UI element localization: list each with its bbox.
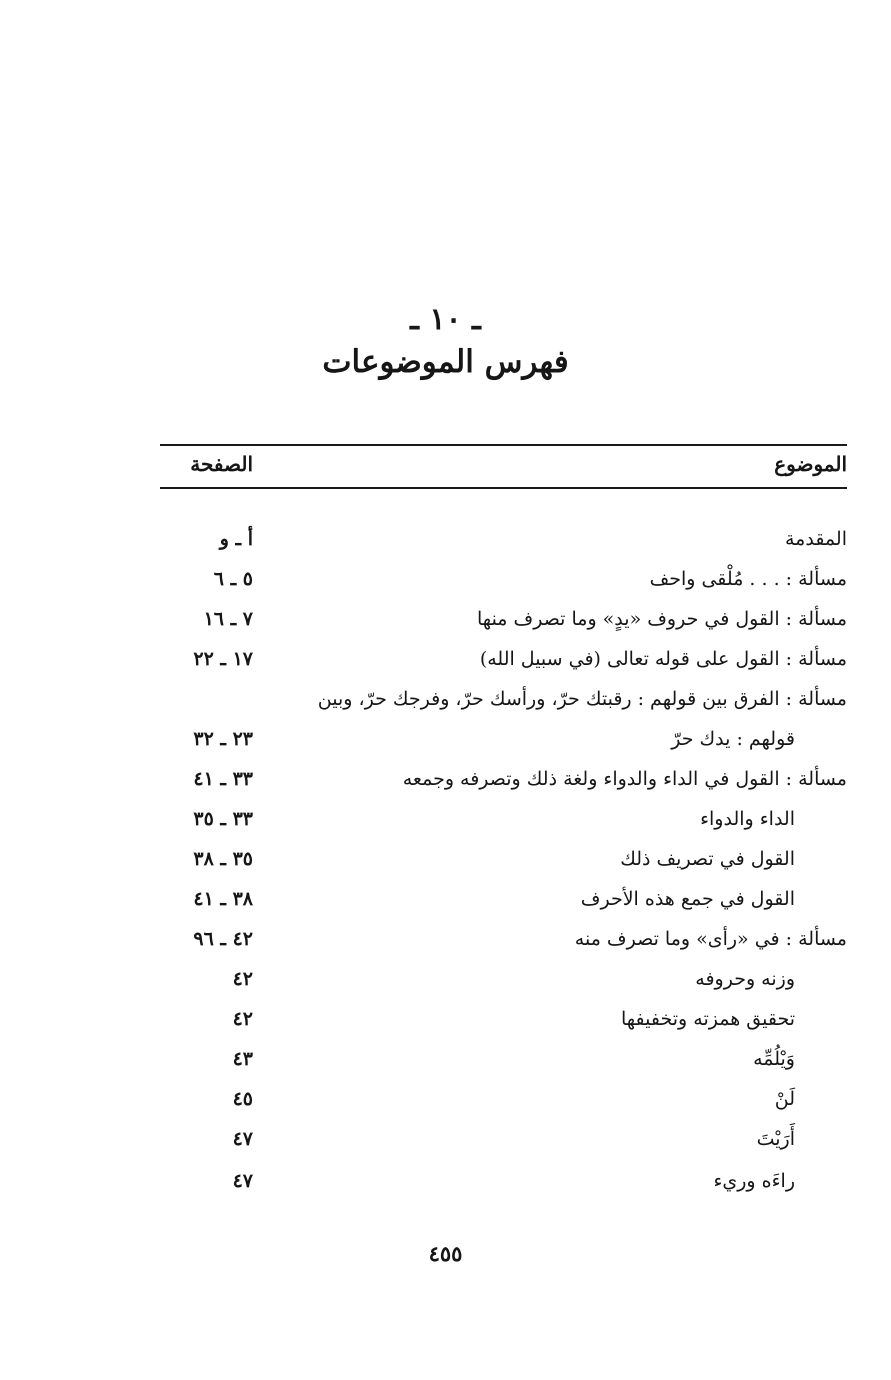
toc-pages: ٣٨ ـ ٤١	[193, 888, 253, 910]
toc-topic: مسألة : . . . مُلْقى واحف	[649, 568, 847, 590]
toc-topic: مسألة : في «رأى» وما تصرف منه	[574, 928, 847, 950]
toc-topic: مسألة : الفرق بين قولهم : رقبتك حرّ، ورأسك حرّ، وفرجك حرّ، وبين	[317, 688, 847, 710]
toc-topic: مسألة : القول على قوله تعالى (في سبيل الله)	[479, 648, 847, 670]
toc-row	[0, 999, 891, 1039]
toc-row	[0, 759, 891, 799]
toc-row	[0, 679, 891, 719]
toc-row	[0, 959, 891, 999]
toc-topic: مسألة : القول في الداء والدواء ولغة ذلك وتصرفه وجمعه	[402, 768, 847, 790]
toc-pages: ٢٣ ـ ٣٢	[193, 728, 253, 750]
toc-pages: ٤٢	[232, 968, 253, 990]
toc-row	[0, 599, 891, 639]
column-header-page: الصفحة	[190, 452, 253, 476]
toc-pages: ٤٢ ـ ٩٦	[193, 928, 253, 950]
header-bottom-rule	[160, 487, 847, 489]
toc-row	[0, 799, 891, 839]
toc-row	[0, 559, 891, 599]
toc-pages: ٣٣ ـ ٤١	[193, 768, 253, 790]
toc-topic: أَرَيْتَ	[756, 1128, 795, 1150]
toc-pages: ٤٣	[232, 1048, 253, 1070]
toc-row	[0, 639, 891, 679]
toc-topic: وَيْلُمِّه	[753, 1048, 795, 1070]
toc-pages: ٤٢	[232, 1008, 253, 1030]
toc-row	[0, 519, 891, 559]
toc-topic: وزنه وحروفه	[695, 968, 795, 990]
toc-pages: ٤٧	[232, 1170, 253, 1192]
toc-row	[0, 719, 891, 759]
header-top-rule	[160, 444, 847, 446]
section-number: ـ ١٠ ـ	[410, 302, 481, 337]
page-title: فهرس الموضوعات	[322, 344, 569, 380]
toc-pages: ٥ ـ ٦	[213, 568, 253, 590]
column-header-topic: الموضوع	[774, 452, 847, 476]
toc-pages: أ ـ و	[219, 528, 253, 550]
toc-topic: المقدمة	[784, 528, 847, 550]
toc-pages: ١٧ ـ ٢٢	[193, 648, 253, 670]
toc-topic: قولهم : يدك حرّ	[671, 728, 795, 750]
toc-topic: تحقيق همزته وتخفيفها	[620, 1008, 795, 1030]
toc-topic: القول في تصريف ذلك	[620, 848, 795, 870]
toc-pages: ٤٥	[232, 1088, 253, 1110]
toc-row	[0, 879, 891, 919]
toc-topic: الداء والدواء	[700, 808, 795, 830]
toc-row	[0, 1079, 891, 1119]
toc-row	[0, 1161, 891, 1201]
toc-topic: راءَه وريء	[713, 1170, 795, 1192]
toc-topic: مسألة : القول في حروف «يدٍ» وما تصرف منها	[477, 608, 847, 630]
toc-row	[0, 1039, 891, 1079]
toc-pages: ٣٥ ـ ٣٨	[193, 848, 253, 870]
toc-row	[0, 919, 891, 959]
toc-row	[0, 1119, 891, 1159]
toc-pages: ٧ ـ ١٦	[203, 608, 253, 630]
toc-pages: ٤٧	[232, 1128, 253, 1150]
toc-row	[0, 839, 891, 879]
toc-pages: ٣٣ ـ ٣٥	[193, 808, 253, 830]
page-number: ٤٥٥	[428, 1241, 463, 1266]
toc-topic: لَنْ	[774, 1088, 795, 1110]
toc-topic: القول في جمع هذه الأحرف	[580, 888, 795, 910]
